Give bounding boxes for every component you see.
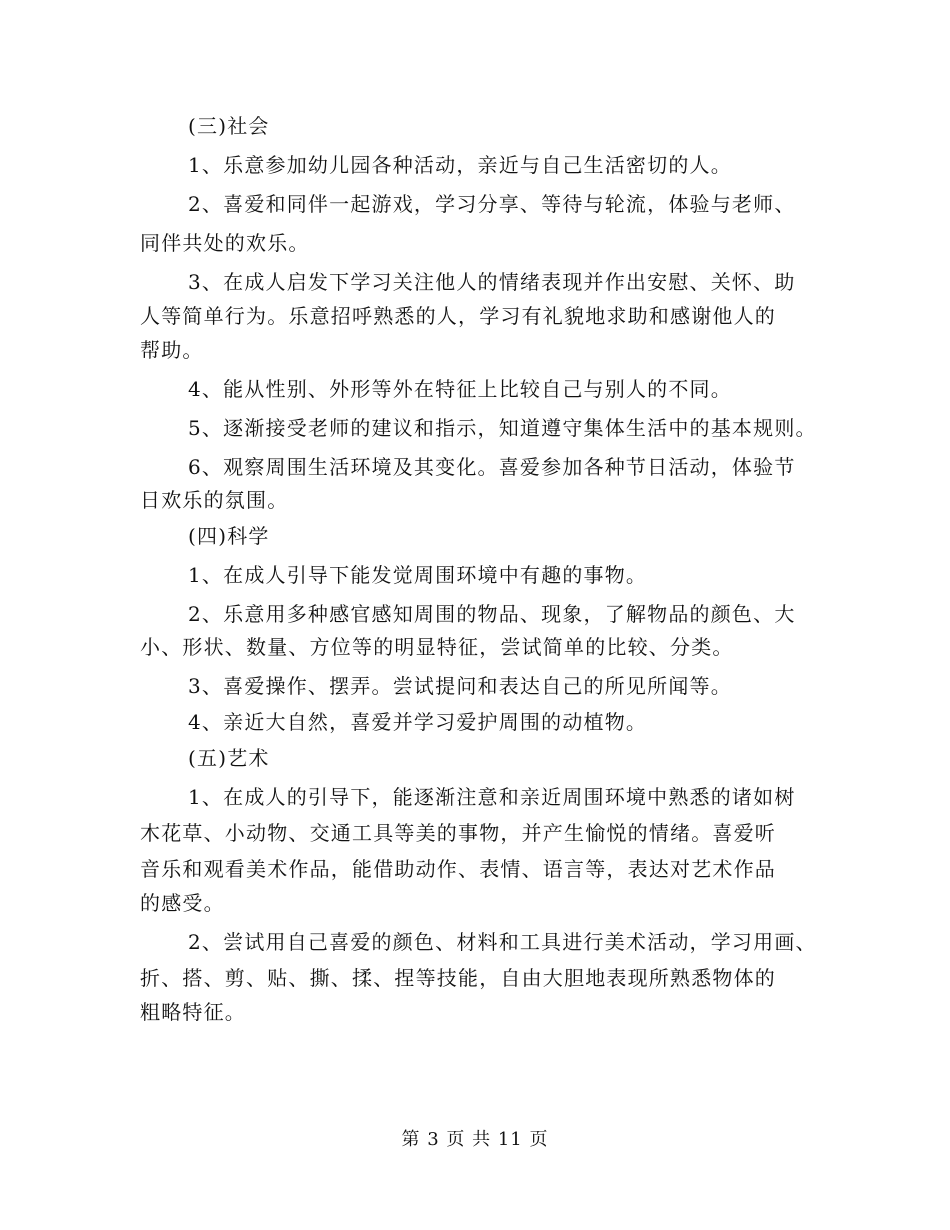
paragraph-line: 人等简单行为。乐意招呼熟悉的人，学习有礼貌地求助和感谢他人的 [140, 304, 776, 328]
paragraph-line: 日欢乐的氛围。 [140, 488, 289, 512]
paragraph-line: 1、在成人的引导下，能逐渐注意和亲近周围环境中熟悉的诸如树 [188, 785, 796, 809]
paragraph-line: 5、逐渐接受老师的建议和指示，知道遵守集体生活中的基本规则。 [188, 416, 817, 440]
paragraph-line: 4、亲近大自然，喜爱并学习爱护周围的动植物。 [188, 710, 648, 734]
paragraph-line: 的感受。 [140, 891, 225, 915]
paragraph-line: 2、尝试用自己喜爱的颜色、材料和工具进行美术活动，学习用画、 [188, 930, 817, 954]
paragraph-line: 1、在成人引导下能发觉周围环境中有趣的事物。 [188, 563, 648, 587]
paragraph-line: 同伴共处的欢乐。 [140, 231, 310, 255]
paragraph-line: 小、形状、数量、方位等的明显特征，尝试简单的比较、分类。 [140, 635, 734, 659]
paragraph-line: 音乐和观看美术作品，能借助动作、表情、语言等，表达对艺术作品 [140, 857, 776, 881]
paragraph-line: 4、能从性别、外形等外在特征上比较自己与别人的不同。 [188, 377, 732, 401]
paragraph-line: 2、乐意用多种感官感知周围的物品、现象，了解物品的颜色、大 [188, 602, 796, 626]
section-heading-art: (五)艺术 [188, 746, 270, 770]
paragraph-line: 3、在成人启发下学习关注他人的情绪表现并作出安慰、关怀、助 [188, 270, 796, 294]
paragraph-line: 粗略特征。 [140, 1000, 246, 1024]
paragraph-line: 帮助。 [140, 338, 204, 362]
paragraph-line: 3、喜爱操作、摆弄。尝试提问和表达自己的所见所闻等。 [188, 674, 732, 698]
paragraph-line: 2、喜爱和同伴一起游戏，学习分享、等待与轮流，体验与老师、 [188, 192, 796, 216]
page-number-footer: 第 3 页 共 11 页 [401, 1129, 549, 1150]
section-heading-science: (四)科学 [188, 524, 270, 548]
paragraph-line: 折、搭、剪、贴、撕、揉、捏等技能，自由大胆地表现所熟悉物体的 [140, 966, 776, 990]
section-heading-social: (三)社会 [188, 114, 270, 138]
paragraph-line: 6、观察周围生活环境及其变化。喜爱参加各种节日活动，体验节 [188, 455, 796, 479]
paragraph-line: 1、乐意参加幼儿园各种活动，亲近与自己生活密切的人。 [188, 153, 732, 177]
paragraph-line: 木花草、小动物、交通工具等美的事物，并产生愉悦的情绪。喜爱听 [140, 821, 776, 845]
